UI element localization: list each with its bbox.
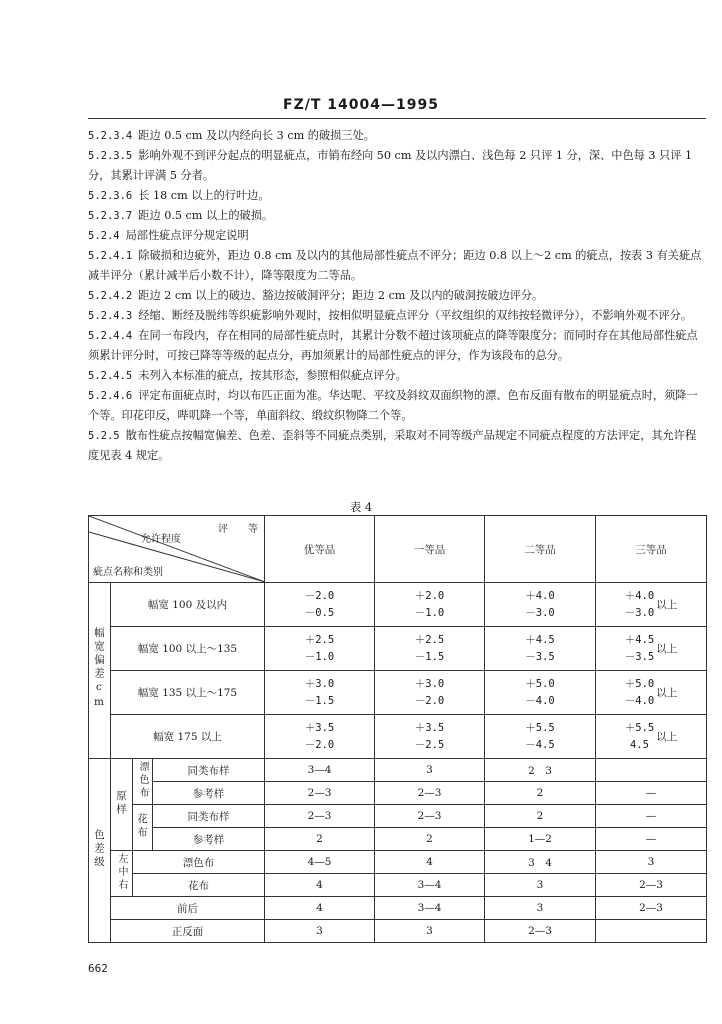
paragraph	[88, 366, 706, 386]
clause-number: 5.2.4.4	[88, 330, 133, 342]
huabu-label	[133, 805, 153, 851]
yuanyang-label	[111, 759, 133, 851]
value-cell: 4—5	[265, 851, 375, 874]
clause-text: 未列入本标准的疵点，按其形态，参照相似疵点评分。	[138, 369, 407, 382]
table-row	[89, 782, 707, 805]
yuanyang-text: 原样	[115, 789, 127, 817]
value-cell: 2—3	[485, 920, 596, 943]
table-row	[89, 759, 707, 782]
suffix-above: 以上	[656, 731, 678, 743]
value-cell: 2	[265, 828, 375, 851]
clause-text: 散布性疵点按幅宽偏差、色差、歪斜等不同疵点类别，采取对不同等级产品规定不同疵点程度的方法评定，其允许程度见表 4 规定。	[88, 429, 697, 462]
lower-value: －2.0	[414, 694, 445, 707]
upper-value: ＋2.5	[304, 633, 335, 646]
paragraph	[88, 186, 706, 206]
value-cell	[265, 583, 375, 627]
body-text	[88, 126, 706, 466]
table-row	[89, 920, 707, 943]
lower-value: －3.0	[624, 606, 655, 619]
lower-value: －1.5	[414, 650, 445, 663]
value-cell: 3	[596, 851, 707, 874]
upper-value: ＋5.0	[624, 677, 655, 690]
clause-text: 距边 0.5 cm 以上的破损。	[138, 209, 274, 222]
table-row	[89, 583, 707, 627]
value-cell	[375, 583, 485, 627]
clause-number: 5.2.3.6	[88, 190, 133, 202]
grade-header: 一等品	[375, 516, 485, 583]
clause-number: 5.2.4	[88, 230, 120, 242]
clause-text: 距边 2 cm 以上的破边、豁边按破洞评分；距边 2 cm 及以内的破洞按破边评分。	[138, 289, 544, 302]
upper-value: ＋2.5	[414, 633, 445, 646]
left-middle-right-label	[111, 851, 133, 897]
value-cell: 1—2	[485, 828, 596, 851]
upper-value: ＋5.5	[525, 721, 555, 734]
row-label: 正反面	[111, 920, 265, 943]
row-label: 前后	[111, 897, 265, 920]
upper-value: ＋4.0	[624, 589, 655, 602]
value-cell: 4	[265, 874, 375, 897]
lower-value: －4.0	[525, 694, 555, 707]
lower-value: －3.5	[624, 650, 655, 663]
lower-value: －1.5	[304, 694, 335, 707]
clause-text: 距边 0.5 cm 及以内经向长 3 cm 的破损三处。	[138, 129, 375, 142]
value-cell: 4	[265, 897, 375, 920]
lower-value: －3.5	[525, 650, 555, 663]
row-label: 同类布样	[153, 759, 265, 782]
clause-text: 除破损和边疵外，距边 0.8 cm 及以内的其他局部性疵点不评分；距边 0.8 以上～2 cm 的疵点，按表 3 有关疵点减半评分（累计减半后小数不计），降等限度为二等品。	[88, 249, 702, 282]
value-cell	[375, 627, 485, 671]
piaose-label	[133, 759, 153, 805]
value-cell	[375, 671, 485, 715]
value-cell	[265, 715, 375, 759]
paragraph	[88, 206, 706, 226]
clause-number: 5.2.3.7	[88, 210, 133, 222]
header-rule	[88, 118, 706, 119]
row-label: 参考样	[153, 828, 265, 851]
table-row	[89, 874, 707, 897]
value-cell: 3	[265, 920, 375, 943]
upper-value: －2.0	[304, 589, 335, 602]
paragraph	[88, 226, 706, 246]
value-cell: 4	[375, 851, 485, 874]
clause-number: 5.2.3.5	[88, 150, 133, 162]
row-label: 参考样	[153, 782, 265, 805]
value-cell: 2	[485, 782, 596, 805]
paragraph	[88, 146, 706, 186]
color-group-text: 色差级	[93, 828, 105, 870]
lower-value: －1.0	[414, 606, 445, 619]
paragraph	[88, 426, 706, 466]
value-cell	[485, 627, 596, 671]
upper-value: ＋5.5	[624, 721, 655, 734]
row-label: 幅宽 100 及以内	[111, 583, 265, 627]
paragraph	[88, 326, 706, 366]
clause-text: 经缩、断经及脱纬等织疵影响外观时，按相似明显疵点评分（平纹组织的双纬按轻微评分），不影响外观不评分。	[138, 309, 693, 322]
value-cell	[265, 671, 375, 715]
value-cell	[596, 715, 707, 759]
value-cell: 3—4	[265, 759, 375, 782]
lr-text: 左中右	[116, 852, 127, 892]
row-label: 漂色布	[133, 851, 265, 874]
diag-label-grade: 评 等	[218, 524, 258, 535]
value-cell	[375, 715, 485, 759]
value-cell: 2	[485, 805, 596, 828]
upper-value: ＋4.0	[525, 589, 555, 602]
value-cell: 3	[485, 897, 596, 920]
value-cell: 2—3	[375, 805, 485, 828]
upper-value: ＋5.0	[525, 677, 555, 690]
clause-text: 长 18 cm 以上的行叶边。	[138, 189, 270, 202]
upper-value: ＋3.0	[304, 677, 335, 690]
row-label: 幅宽 175 以上	[111, 715, 265, 759]
value-cell: 2 3	[485, 759, 596, 782]
value-cell: 2—3	[265, 805, 375, 828]
lower-value: －1.0	[304, 650, 335, 663]
table-row	[89, 897, 707, 920]
grade-header: 优等品	[265, 516, 375, 583]
lower-value: －2.0	[304, 738, 335, 751]
table-caption: 表 4	[349, 500, 373, 514]
clause-number: 5.2.3.4	[88, 130, 133, 142]
width-group-label	[89, 583, 111, 759]
grade-header: 三等品	[596, 516, 707, 583]
value-cell	[596, 671, 707, 715]
clause-number: 5.2.4.1	[88, 250, 133, 262]
value-cell	[596, 627, 707, 671]
clause-text: 评定布面疵点时，均以布匹正面为准。华达呢、平纹及斜纹双面织物的漂、色布反面有散布的明显疵点时，须降一个等。印花印反，哔叽降一个等，单面斜纹、缎纹织物降二个等。	[88, 389, 698, 422]
diag-label-allowance: 允许程度	[141, 534, 181, 545]
lower-value: －4.5	[525, 738, 555, 751]
page-number: 662	[88, 962, 108, 975]
lower-value: －3.0	[525, 606, 555, 619]
value-cell: 3	[375, 920, 485, 943]
value-cell: 3—4	[375, 897, 485, 920]
document-header: FZ/T 14004—1995	[283, 97, 439, 113]
table-row	[89, 805, 707, 828]
upper-value: ＋3.5	[414, 721, 445, 734]
value-cell	[596, 920, 707, 943]
clause-text: 在同一布段内，存在相同的局部性疵点时，其累计分数不超过该项疵点的降等限度分；而同时存在其他局部性疵点须累计评分时，可按已降等等级的起点分，再加须累计的局部性疵点的评分，作为该段布的总分。	[88, 329, 698, 362]
huabu-text: 花布	[136, 812, 148, 840]
value-cell: 3	[375, 759, 485, 782]
suffix-above: 以上	[656, 687, 678, 699]
upper-value: ＋4.5	[624, 633, 655, 646]
paragraph	[88, 386, 706, 426]
lower-value: －0.5	[304, 606, 335, 619]
row-label: 花布	[133, 874, 265, 897]
diagonal-header-cell	[89, 516, 265, 583]
suffix-above: 以上	[656, 643, 678, 655]
value-cell: 2	[375, 828, 485, 851]
piaose-text: 漂色布	[137, 760, 148, 800]
row-label: 幅宽 100 以上～135	[111, 627, 265, 671]
value-cell: —	[596, 828, 707, 851]
upper-value: ＋3.0	[414, 677, 445, 690]
value-cell: 3—4	[375, 874, 485, 897]
clause-number: 5.2.4.2	[88, 290, 133, 302]
table-4	[88, 515, 707, 943]
value-cell: —	[596, 805, 707, 828]
clause-number: 5.2.4.6	[88, 390, 133, 402]
value-cell	[485, 583, 596, 627]
clause-text: 局部性疵点评分规定说明	[125, 229, 249, 242]
row-label: 同类布样	[153, 805, 265, 828]
width-group-text: 幅宽偏差cm	[93, 627, 105, 711]
value-cell	[596, 583, 707, 627]
value-cell	[265, 627, 375, 671]
paragraph	[88, 246, 706, 286]
value-cell: 3	[485, 874, 596, 897]
value-cell	[485, 715, 596, 759]
value-cell	[596, 759, 707, 782]
lower-value: 4.5	[630, 738, 649, 751]
table-row	[89, 627, 707, 671]
clause-text: 影响外观不到评分起点的明显疵点，市销布经向 50 cm 及以内漂白、浅色每 2 只评 1 分，深、中色每 3 只评 1 分，其累计评满 5 分者。	[88, 149, 693, 182]
lower-value: －2.5	[414, 738, 445, 751]
value-cell: 2—3	[265, 782, 375, 805]
lower-value: －4.0	[624, 694, 655, 707]
row-label: 幅宽 135 以上～175	[111, 671, 265, 715]
grade-header: 二等品	[485, 516, 596, 583]
clause-number: 5.2.4.3	[88, 310, 133, 322]
paragraph	[88, 286, 706, 306]
table-row	[89, 671, 707, 715]
table-row	[89, 828, 707, 851]
value-cell	[485, 671, 596, 715]
upper-value: ＋2.0	[414, 589, 445, 602]
table-row	[89, 851, 707, 874]
upper-value: ＋3.5	[304, 721, 335, 734]
table-row	[89, 715, 707, 759]
value-cell: —	[596, 782, 707, 805]
color-group-label	[89, 759, 111, 943]
upper-value: ＋4.5	[525, 633, 555, 646]
value-cell: 3 4	[485, 851, 596, 874]
paragraph	[88, 126, 706, 146]
suffix-above: 以上	[656, 599, 678, 611]
paragraph	[88, 306, 706, 326]
clause-number: 5.2.4.5	[88, 370, 133, 382]
diag-label-defect: 疵点名称和类别	[93, 567, 163, 578]
clause-number: 5.2.5	[88, 430, 120, 442]
value-cell: 2—3	[596, 874, 707, 897]
value-cell: 2—3	[596, 897, 707, 920]
value-cell: 2—3	[375, 782, 485, 805]
